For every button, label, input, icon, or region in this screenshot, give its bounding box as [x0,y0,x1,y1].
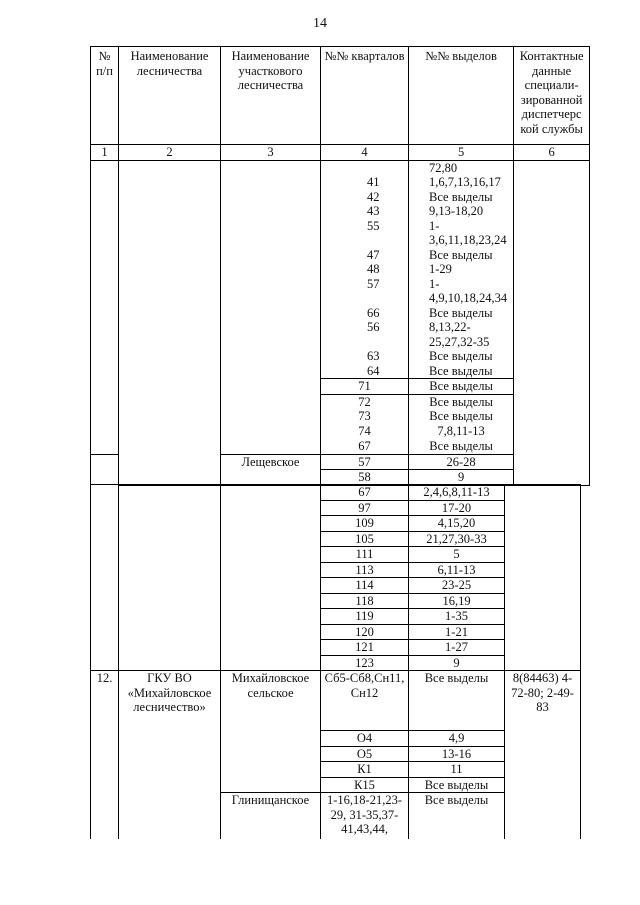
entry-number: 12. [91,671,119,839]
num-cell [91,454,119,485]
quarter-value: 111 [321,547,409,563]
section-value: 16,19 [409,593,505,609]
quarter-value: 56 [367,320,380,334]
section-value: 4,15,20 [409,516,505,532]
section-value: 1-21 [409,624,505,640]
district-name: Лещевское [221,454,321,485]
quarter-value: 47 [367,247,380,262]
num-cell [91,485,119,671]
section-value: 4,9 [409,731,505,747]
contacts-cell [514,160,590,485]
header-quarters: №№ кварталов [321,47,409,145]
header-row [91,47,590,145]
section-value: 1-4,9,10,18,24,34 [429,276,508,305]
header-forestry: Наименование лесничества [119,47,221,145]
quarter-value: О5 [321,746,409,762]
quarter-value: 72 [321,394,409,409]
section-value: Все выделы [409,671,505,731]
section-value: Все выделы [409,439,514,454]
quarter-value: 63 [367,349,380,363]
col-number: 5 [409,145,514,161]
quarter-value: 57 [367,276,380,291]
section-value: Все выделы [409,793,505,839]
quarter-value: 42 [367,189,380,204]
quarter-value: 57 [321,454,409,470]
section-value: 1,6,7,13,16,17 [429,175,501,189]
quarter-value: 113 [321,562,409,578]
forestry-table-part-1 [90,46,590,486]
section-value: 23-25 [409,578,505,594]
quarter-value: 58 [321,470,409,486]
quarter-value: 73 [321,409,409,424]
section-value: 9,13-18,20 [429,204,484,218]
district-cell [221,485,321,671]
section-value: Все выделы [409,379,514,395]
quarter-value: 64 [367,363,380,378]
page-number: 14 [313,16,327,31]
forestry-cell [119,485,221,671]
section-value: 8,13,22-25,27,32-35 [429,320,490,349]
num-cell [91,160,119,454]
section-value: Все выделы [429,349,493,363]
section-value: 26-28 [409,454,514,470]
quarter-value: 48 [367,262,380,276]
section-value: 1-29 [429,262,452,276]
quarter-value: 119 [321,609,409,625]
section-value: Все выделы [429,305,493,320]
quarter-value: 105 [321,531,409,547]
forestry-table-part-2 [90,484,581,839]
section-value: Все выделы [429,247,493,262]
col-number: 1 [91,145,119,161]
section-value: Все выделы [409,394,514,409]
quarter-value: 1-16,18-21,23-29, 31-35,37-41,43,44, [321,793,409,839]
contacts-value: 8(84463) 4-72-80; 2-49-83 [505,671,581,839]
header-numbers-row [91,145,590,161]
section-value: 1-35 [409,609,505,625]
quarter-value: 67 [321,485,409,501]
quarter-value: К15 [321,777,409,793]
quarter-value: 74 [321,424,409,439]
quarter-value: 66 [367,305,380,320]
section-value: 13-16 [409,746,505,762]
quarters-cell [321,160,409,379]
table-row [91,671,581,731]
col-number: 3 [221,145,321,161]
header-district-forestry: Наименование участкового лесничества [221,47,321,145]
section-value: 1-3,6,11,18,23,24 [429,218,507,247]
quarter-value: 114 [321,578,409,594]
quarter-value: 121 [321,640,409,656]
header-num: № п/п [91,47,119,145]
section-value: 5 [409,547,505,563]
quarter-value: 43 [367,204,380,218]
quarter-value: 97 [321,500,409,516]
section-value: 1-27 [409,640,505,656]
sections-cell [409,160,514,379]
district-name: Михайловское сельское [221,671,321,793]
quarter-value: К1 [321,762,409,778]
section-value: 6,11-13 [409,562,505,578]
section-value: 7,8,11-13 [409,424,514,439]
quarter-value: 67 [321,439,409,454]
section-value: Все выделы [429,189,493,204]
contacts-cell [505,485,581,671]
quarter-value: 118 [321,593,409,609]
forestry-name: ГКУ ВО «Михайловское лесничество» [119,671,221,839]
col-number: 6 [514,145,590,161]
col-number: 4 [321,145,409,161]
quarter-value: Сб5-Сб8,Сн11, Сн12 [321,671,409,731]
forestry-cell [119,160,221,485]
section-value: 21,27,30-33 [409,531,505,547]
table-row [91,485,581,501]
section-value: 11 [409,762,505,778]
section-value: 17-20 [409,500,505,516]
section-value: 72,80 [429,160,458,175]
quarter-value: О4 [321,731,409,747]
district-name: Глинищанское [221,793,321,839]
section-value: Все выделы [409,777,505,793]
section-value: 2,4,6,8,11-13 [409,485,505,501]
section-value: 9 [409,470,514,486]
section-value: 9 [409,655,505,671]
quarter-value: 120 [321,624,409,640]
header-contacts: Контактные данные специали-зированной диспетчерс кой службы [514,47,590,145]
district-cell [221,160,321,454]
quarter-value: 55 [367,218,380,233]
quarter-value: 109 [321,516,409,532]
quarter-value: 41 [367,175,380,189]
col-number: 2 [119,145,221,161]
section-value: Все выделы [429,363,493,378]
quarter-value: 71 [321,379,409,395]
section-value: Все выделы [409,409,514,424]
header-sections: №№ выделов [409,47,514,145]
quarter-value: 123 [321,655,409,671]
